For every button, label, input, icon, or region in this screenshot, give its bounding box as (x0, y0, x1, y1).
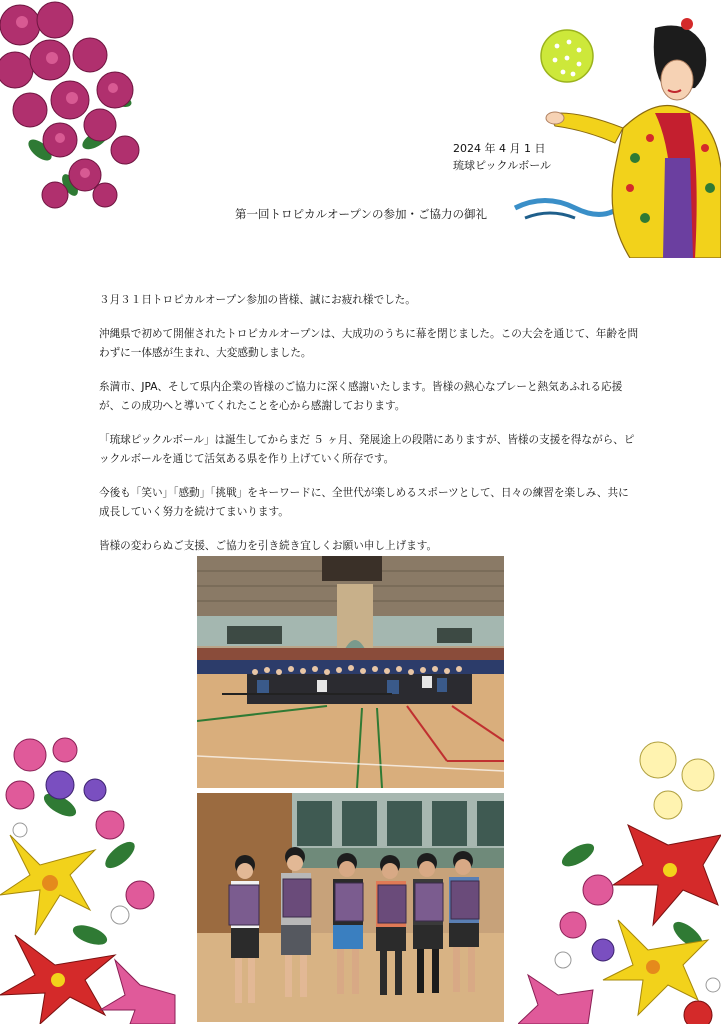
group-photo (197, 556, 504, 788)
paragraph: 沖縄県で初めて開催されたトロピカルオープンは、大成功のうちに幕を閉じました。この大会を通じて、年齢を問わずに一体感が生まれ、大変感動しました。 (99, 328, 639, 359)
okinawan-dancer-icon (505, 18, 721, 258)
letter-title: 第一回トロピカルオープンの参加・ご協力の御礼 (235, 207, 487, 221)
paragraph: 「琉球ピックルボール」は誕生してからまだ ５ ヶ月、発展途上の段階にありますが、皆様の支援を得ながら、ピックルボールを通じて活気ある県を作り上げていく所存です。 (99, 434, 635, 465)
letter-body (99, 291, 639, 571)
paragraph: 皆様の変わらぬご支援、ご協力を引き続き宜しくお願い申し上げます。 (99, 540, 438, 552)
letter-date-block (453, 140, 551, 174)
hibiscus-flowers-icon (518, 735, 721, 1024)
paragraph: 糸満市、JPA、そして県内企業の皆様のご協力に深く感謝いたします。皆様の熱心なプレーと熱気あふれる応援が、この成功へと導いてくれたことを心から感謝しております。 (99, 381, 623, 412)
bougainvillea-icon (0, 0, 150, 215)
tropical-flowers-icon (0, 735, 185, 1024)
winners-photo (197, 793, 504, 1022)
organization-name: 琉球ピックルボール (453, 159, 552, 172)
letter-date: 2024 年 4 月 1 日 (453, 142, 546, 155)
paragraph: ３月３１日トロピカルオープン参加の皆様、誠にお疲れ様でした。 (99, 294, 416, 306)
paragraph: 今後も「笑い」「感動」「挑戦」をキーワードに、全世代が楽しめるスポーツとして、日々の練習を楽しみ、共に成長していく努力を続けてまいります。 (99, 487, 629, 518)
